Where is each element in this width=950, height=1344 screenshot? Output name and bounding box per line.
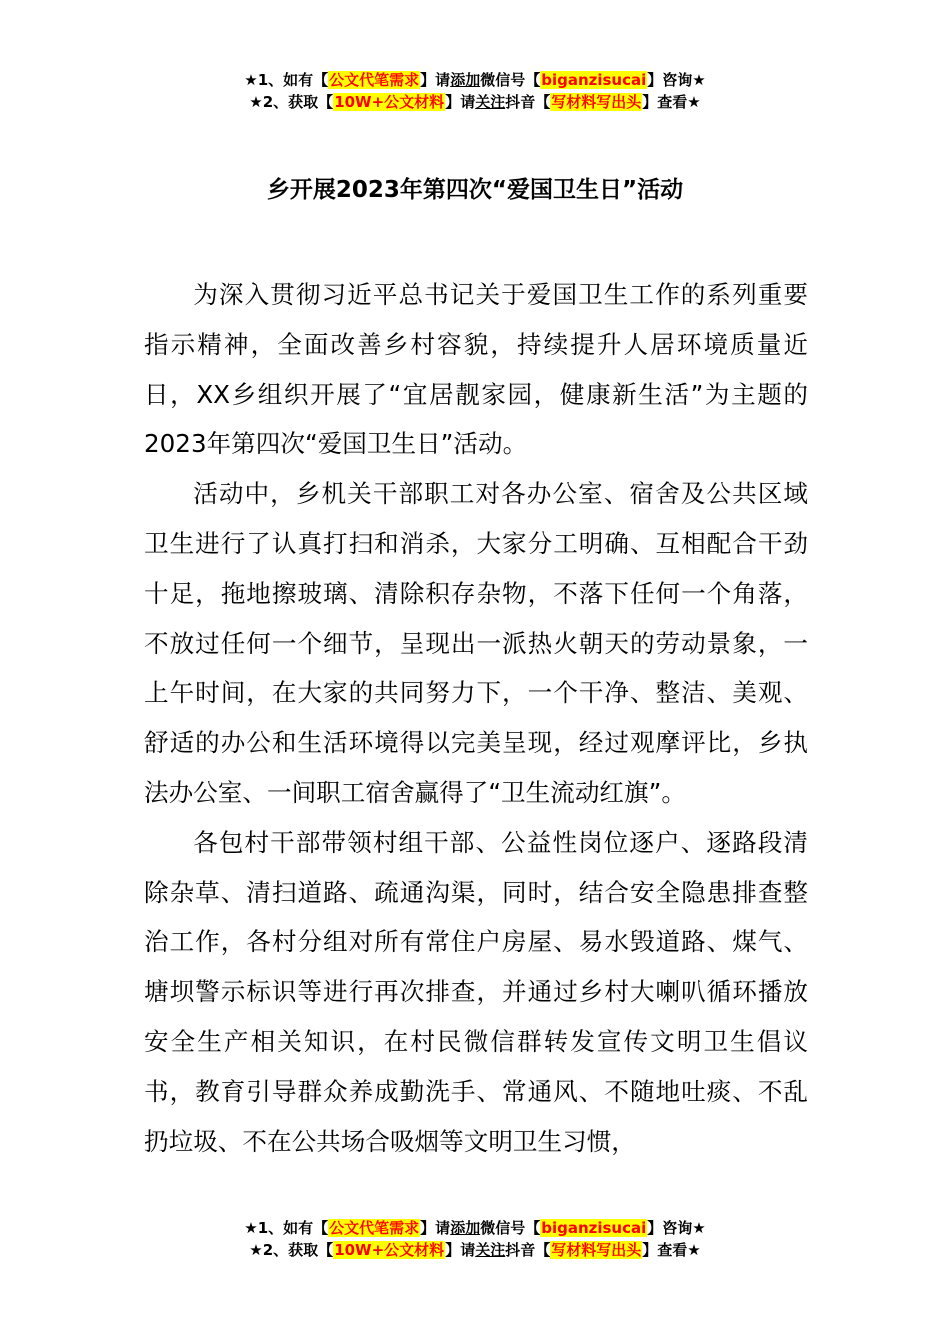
header-promo-banner	[0, 69, 950, 113]
paragraph-office-cleaning: 活动中，乡机关干部职工对各办公室、宿舍及公共区域卫生进行了认真打扫和消杀，大家分工明确、互相配合干劲十足，拖地擦玻璃、清除积存杂物，不落下任何一个角落，不放过任何一个细节，呈现出一派热火朝天的劳动景象，一上午时间，在大家的共同努力下，一个干净、整洁、美观、舒适的办公和生活环境得以完美呈现，经过观摩评比，乡执法办公室、一间职工宿舍赢得了“卫生流动红旗”。	[144, 479, 808, 807]
promo-line-2-suffix: 】查看★	[642, 93, 701, 111]
paragraph-intro: 为深入贯彻习近平总书记关于爱国卫生工作的系列重要指示精神，全面改善乡村容貌，持续提升人居环境质量近日，XX乡组织开展了“宜居靓家园，健康新生活”为主题的2023年第四次“爱国卫生日”活动。	[144, 280, 808, 459]
promo-line-2-prefix: ★2、获取【	[249, 93, 334, 111]
promo-line-2-prefix: ★2、获取【	[249, 1241, 334, 1259]
footer-promo-banner	[0, 1217, 950, 1261]
promo-writing-service-highlight: 公文代笔需求	[329, 1219, 420, 1237]
promo-line-1	[0, 1217, 950, 1239]
promo-line-1	[0, 69, 950, 91]
promo-follow-underlined: 关注	[475, 93, 506, 111]
promo-line-2-mid2: 抖音【	[505, 1241, 551, 1259]
promo-line-1-mid1: 】请	[420, 71, 451, 89]
promo-add-underlined: 添加	[450, 1219, 481, 1237]
promo-line-1-prefix: ★1、如有【	[244, 1219, 329, 1237]
promo-wechat-id-highlight: biganzisucai	[541, 71, 647, 89]
promo-douyin-account-highlight: 写材料写出头	[551, 1241, 642, 1259]
promo-line-1-suffix: 】咨询★	[647, 1219, 706, 1237]
promo-line-1-mid1: 】请	[420, 1219, 451, 1237]
promo-wechat-id-highlight: biganzisucai	[541, 1219, 647, 1237]
promo-line-2-suffix: 】查看★	[642, 1241, 701, 1259]
promo-follow-underlined: 关注	[475, 1241, 506, 1259]
document-title: 乡开展2023年第四次“爱国卫生日”活动	[266, 177, 684, 203]
promo-materials-highlight: 10W+公文材料	[334, 93, 445, 111]
promo-line-2-mid1: 】请	[445, 93, 476, 111]
promo-materials-highlight: 10W+公文材料	[334, 1241, 445, 1259]
promo-douyin-account-highlight: 写材料写出头	[551, 93, 642, 111]
promo-line-2	[0, 1239, 950, 1261]
promo-line-2-mid1: 】请	[445, 1241, 476, 1259]
paragraph-village-cleanup: 各包村干部带领村组干部、公益性岗位逐户、逐路段清除杂草、清扫道路、疏通沟渠，同时，结合安全隐患排查整治工作，各村分组对所有常住户房屋、易水毁道路、煤气、塘坝警示标识等进行再次排查，并通过乡村大喇叭循环播放安全生产相关知识，在村民微信群转发宣传文明卫生倡议书，教育引导群众养成勤洗手、常通风、不随地吐痰、不乱扔垃圾、不在公共场合吸烟等文明卫生习惯，	[144, 827, 808, 1156]
promo-line-1-mid2: 微信号【	[480, 1219, 541, 1237]
promo-line-1-prefix: ★1、如有【	[244, 71, 329, 89]
promo-writing-service-highlight: 公文代笔需求	[329, 71, 420, 89]
promo-add-underlined: 添加	[450, 71, 481, 89]
promo-line-2	[0, 91, 950, 113]
promo-line-1-mid2: 微信号【	[480, 71, 541, 89]
promo-line-1-suffix: 】咨询★	[647, 71, 706, 89]
promo-line-2-mid2: 抖音【	[505, 93, 551, 111]
document-body	[144, 270, 808, 1166]
